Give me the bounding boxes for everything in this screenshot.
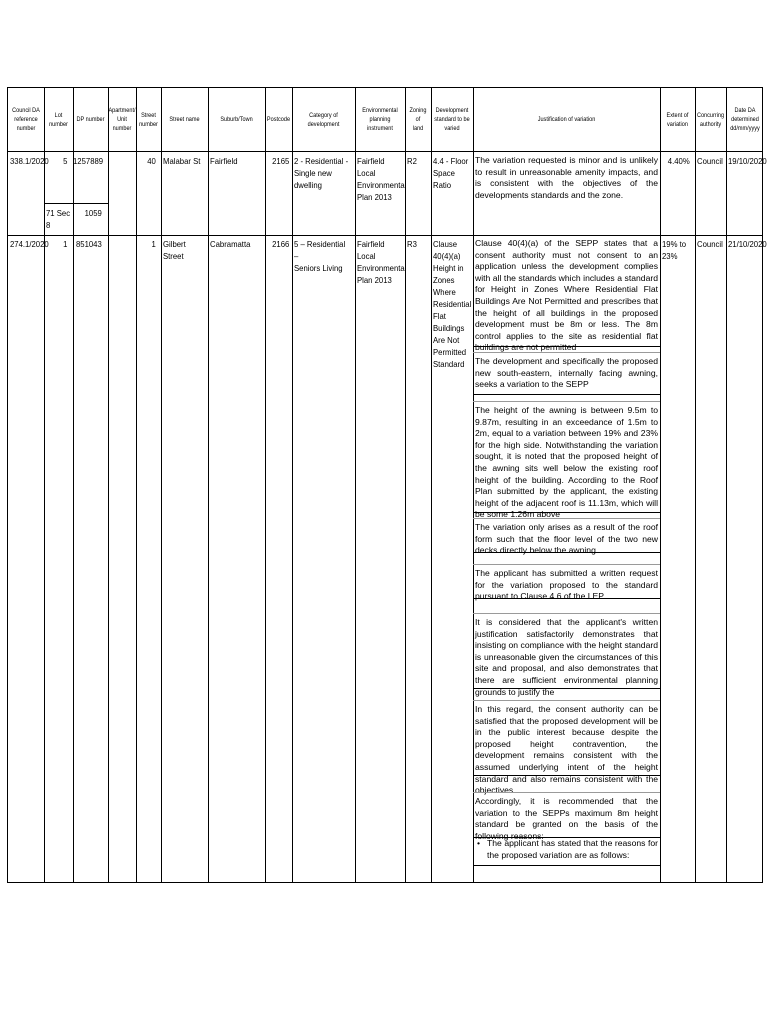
row2-extent: 19% to 23% <box>662 239 687 261</box>
row2-standard: Clause 40(4)(a) Height in Zones Where Residential Flat Buildings Are Not Permitted Standard <box>433 239 472 369</box>
row1-justification: The variation requested is minor and is unlikely to result in unreasonable amenity impacts, and is consistent with the objectives of the developments standards and the zone. <box>475 155 658 200</box>
column-divider <box>292 88 293 882</box>
paragraph-separator <box>473 865 660 866</box>
justification-paragraph: The variation only arises as a result of the roof form such that the floor level of the two new decks directly below the awning <box>475 522 658 556</box>
row1-street-number: 40 <box>147 156 156 166</box>
column-divider <box>473 88 474 882</box>
paragraph-separator <box>473 518 660 519</box>
paragraph-separator <box>473 401 660 402</box>
header-authority: Concurring authority <box>696 111 725 128</box>
row1-dp: 1257889 <box>73 156 104 166</box>
row1-epi: Fairfield Local Environmental Plan 2013 <box>357 156 407 202</box>
variations-register-table <box>7 87 767 883</box>
header-zoning: Zoning of land <box>409 107 427 132</box>
column-divider <box>44 88 45 882</box>
row2-date: 21/10/2020 <box>728 239 767 249</box>
header-category: Category of development <box>307 111 340 128</box>
row1-dp-extra: 1059 <box>84 208 102 218</box>
header-street-name: Street name <box>169 116 200 123</box>
column-divider <box>136 88 137 882</box>
row1-zoning: R2 <box>407 156 417 166</box>
row1-postcode: 2165 <box>272 156 290 166</box>
column-divider <box>108 88 109 882</box>
row2-category: 5 – Residential – Seniors Living <box>294 239 346 273</box>
justification-paragraph: The height of the awning is between 9.5m to 9.87m, resulting in an exceedance of 1.5m to 2m, equal to a variation between 19% and 23% for the high side. Notwithstanding the variation sought, it is noted that the proposed height of the awning sits well below the existing roof height of the building. According to the Roof Plan submitted by the applicant, the existing height of the adjacent roof is 11.13m, which will be some 1.26m above <box>475 405 658 520</box>
column-divider <box>660 88 661 882</box>
header-extent: Extent of variation <box>666 111 689 128</box>
justification-paragraph: Clause 40(4)(a) of the SEPP states that a consent authority must not consent to an application unless the development complies with all the standards which includes a standard for Height in Zones Where Residential Flat Buildings Are Not Permitted and prescribes that the height of all buildings in the proposed development must be 8m or less. The 8m control applies to the site as residential flat buildings are not permitted <box>475 238 658 353</box>
justification-paragraph: The development and specifically the proposed new south-eastern, internally facing awning, seeks a variation to the SEPP <box>475 356 658 390</box>
header-suburb: Suburb/Town <box>220 116 253 123</box>
row2-council-ref: 274.1/2020 <box>10 239 49 249</box>
row2-authority: Council <box>697 239 723 249</box>
row1-standard: 4.4 - Floor Space Ratio <box>433 156 469 190</box>
header-epi: Environmental planning instrument <box>362 107 398 132</box>
header-unit: Apartment/ Unit number <box>108 107 136 132</box>
paragraph-separator <box>473 512 660 513</box>
row1-authority: Council <box>697 156 723 166</box>
header-dp: DP number <box>76 116 105 123</box>
justification-paragraph: Accordingly, it is recommended that the variation to the SEPPs maximum 8m height standard be granted on the basis of the following reasons: <box>475 796 658 841</box>
header-standard: Development standard to be varied <box>434 107 470 132</box>
header-street-number: Street number <box>139 111 158 128</box>
paragraph-separator <box>473 394 660 395</box>
paragraph-separator <box>473 775 660 776</box>
header-rule <box>8 151 762 152</box>
justification-paragraph: In this regard, the consent authority can be satisfied that the proposed development will be in the public interest because despite the proposed height contravention, the development remains consistent with the assumed underlying intent of the height standard and also remains consistent with the objectives <box>475 704 658 796</box>
paragraph-separator <box>473 352 660 353</box>
bullet-icon: • <box>477 838 481 848</box>
justification-bullet-item: The applicant has stated that the reasons for the proposed variation are as follows: <box>487 838 658 860</box>
column-divider <box>431 88 432 882</box>
column-divider <box>405 88 406 882</box>
row2-lot: 1 <box>63 239 68 249</box>
paragraph-separator <box>473 613 660 614</box>
paragraph-separator <box>473 598 660 599</box>
column-divider <box>355 88 356 882</box>
row1-extent: 4.40% <box>667 156 690 166</box>
row2-dp: 851043 <box>75 239 102 249</box>
row1-lot-extra: 71 Sec 8 <box>46 208 71 230</box>
column-divider <box>208 88 209 882</box>
justification-paragraph: The applicant has submitted a written request for the variation proposed to the standard pursuant to Clause 4.6 of the LEP. <box>475 568 658 602</box>
header-postcode: Postcode <box>266 116 291 123</box>
column-divider <box>161 88 162 882</box>
justification-paragraph: It is considered that the applicant's written justification satisfactorily demonstrates that insisting on compliance with the height standard is unreasonable given the circumstances of this site and proposal, and also demonstrates that there are sufficient environmental planning grounds to justify the <box>475 617 658 697</box>
header-date: Date DA determined dd/mm/yyyy <box>730 107 760 132</box>
row1-category: 2 - Residential - Single new dwelling <box>294 156 349 190</box>
row1-council-ref: 338.1/2020 <box>10 156 49 166</box>
row2-postcode: 2166 <box>272 239 290 249</box>
lot-subrow-rule <box>44 203 108 204</box>
column-divider <box>265 88 266 882</box>
paragraph-separator <box>473 792 660 793</box>
column-divider <box>695 88 696 882</box>
header-lot: Lot number <box>49 111 68 128</box>
row2-street-name: Gilbert Street <box>163 239 186 261</box>
column-divider <box>726 88 727 882</box>
row1-suburb: Fairfield <box>210 156 238 166</box>
row2-suburb: Cabramatta <box>210 239 251 249</box>
row2-zoning: R3 <box>407 239 417 249</box>
paragraph-separator <box>473 564 660 565</box>
paragraph-separator <box>473 552 660 553</box>
header-council-ref: Council DA reference number <box>12 107 40 132</box>
row1-date: 19/10/2020 <box>728 156 767 166</box>
header-justification: Justification of variation <box>537 116 596 123</box>
row2-epi: Fairfield Local Environmental Plan 2013 <box>357 239 407 285</box>
paragraph-separator <box>473 700 660 701</box>
row2-street-number: 1 <box>151 239 156 249</box>
row1-street-name: Malabar St <box>163 156 201 166</box>
row-rule <box>8 235 762 236</box>
paragraph-separator <box>473 346 660 347</box>
row1-lot: 5 <box>63 156 68 166</box>
paragraph-separator <box>473 688 660 689</box>
